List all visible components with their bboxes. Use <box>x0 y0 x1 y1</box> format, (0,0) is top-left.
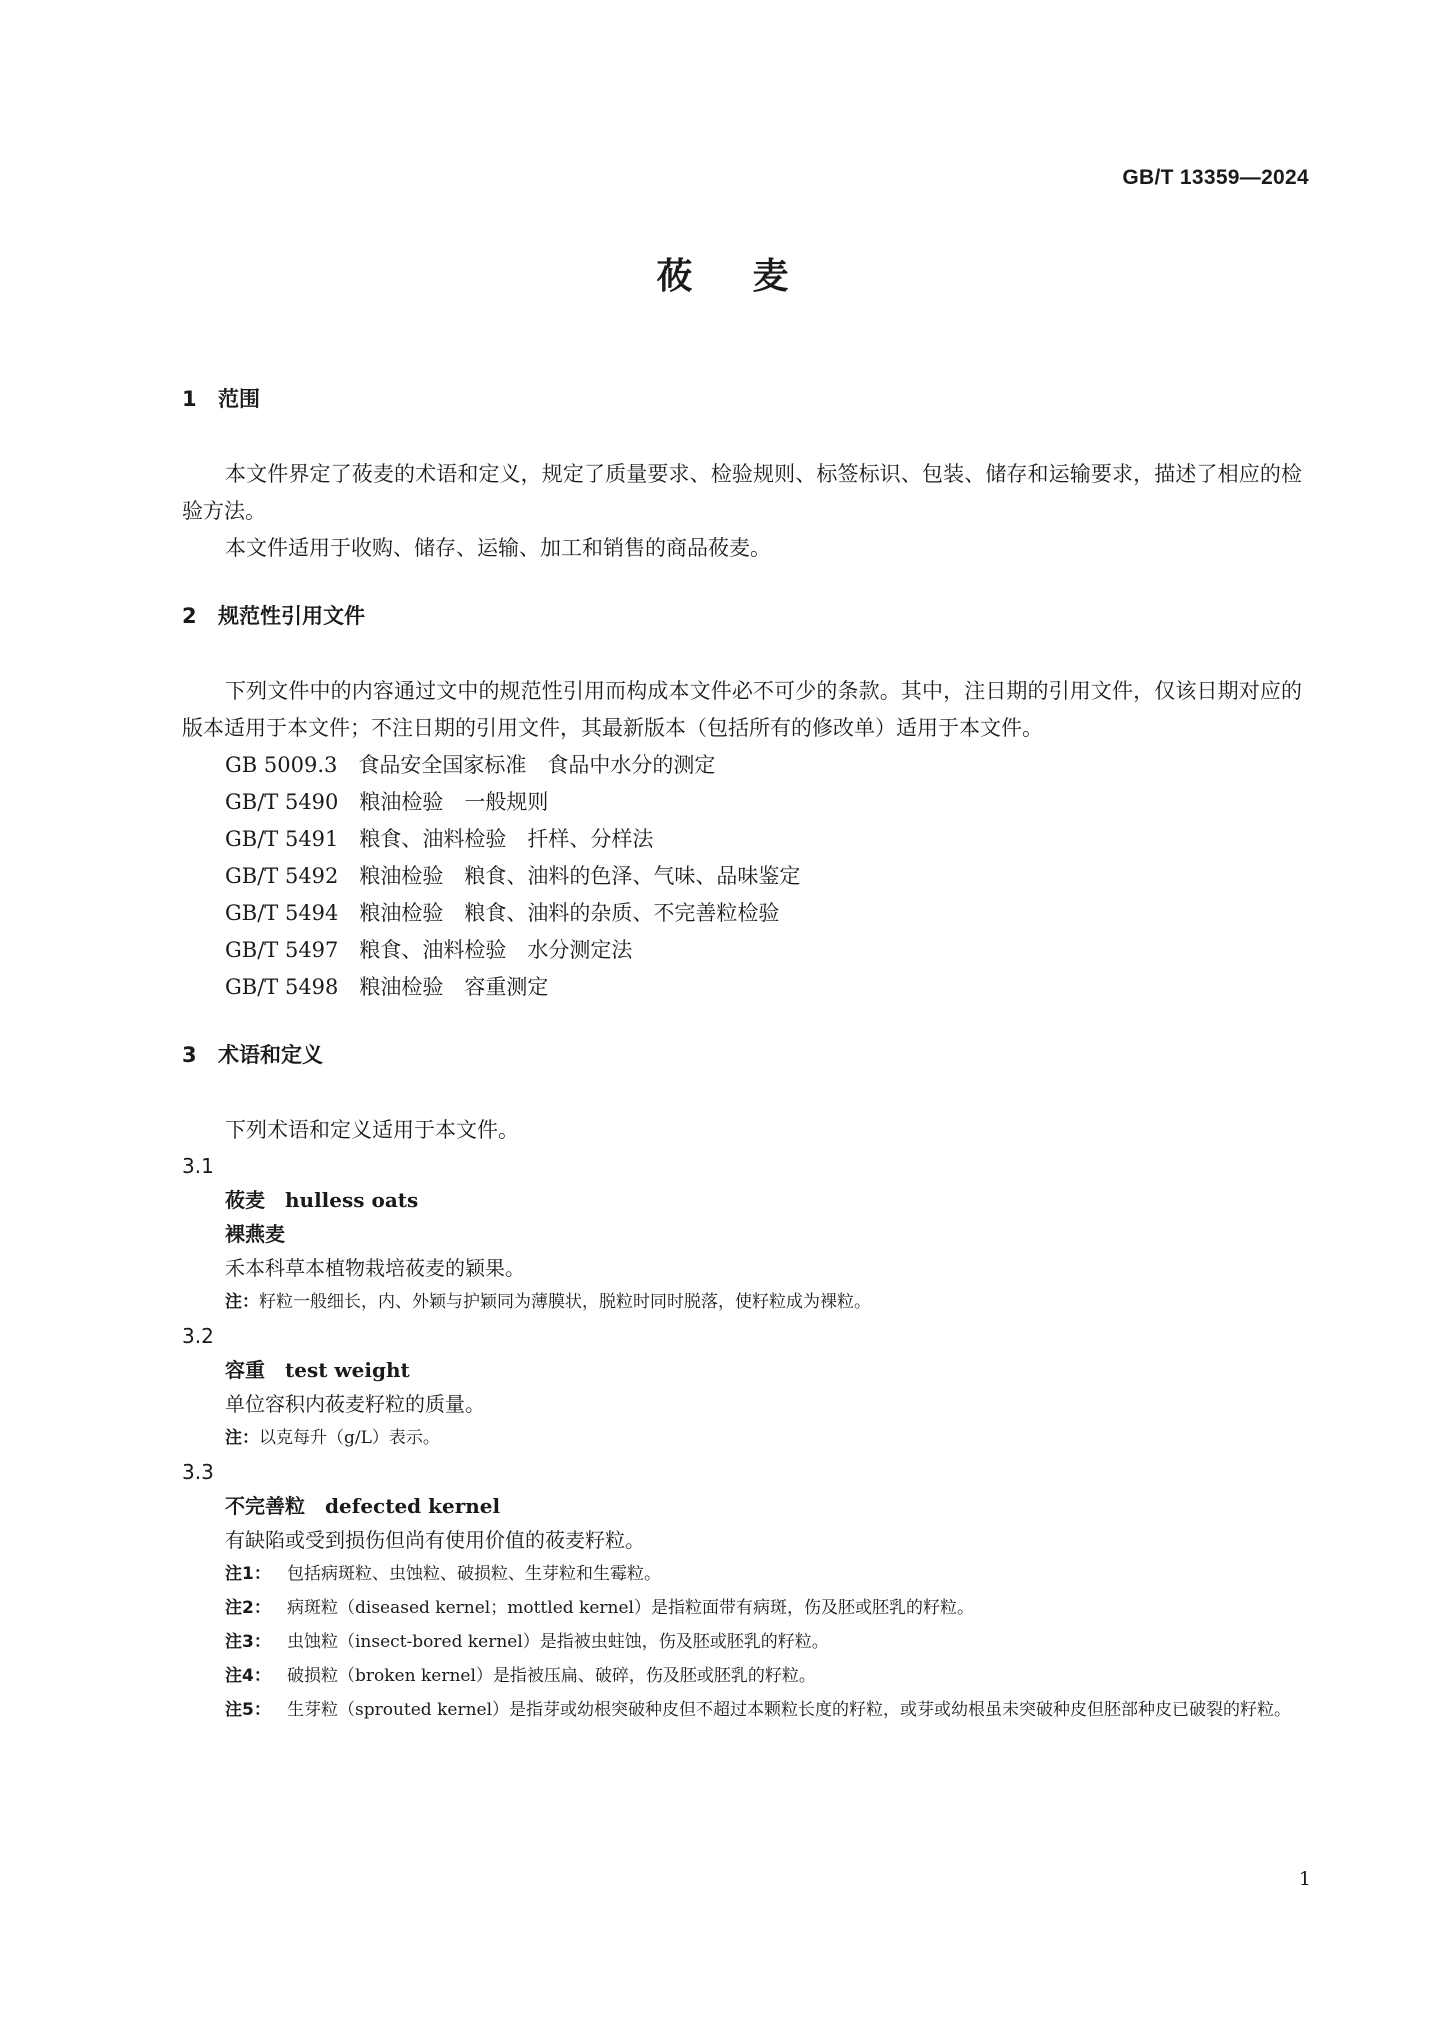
document-title: 莜麦 <box>656 256 849 297</box>
term-note <box>182 1421 1302 1455</box>
reference-item: GB/T 5492 粮油检验 粮食、油料的色泽、气味、品味鉴定 <box>225 864 801 888</box>
note-text: 虫蚀粒（insect-bored kernel）是指被虫蛀蚀，伤及胚或胚乳的籽粒。 <box>287 1632 829 1652</box>
reference-item: GB/T 5498 粮油检验 容重测定 <box>225 975 549 999</box>
document-body <box>182 384 1302 1727</box>
note-label: 注5： <box>225 1700 271 1720</box>
note-text: 病斑粒（diseased kernel；mottled kernel）是指粒面带有病斑，伤及胚或胚乳的籽粒。 <box>287 1598 974 1618</box>
note-text: 生芽粒（sprouted kernel）是指芽或幼根突破种皮但不超过本颗粒长度的籽粒，或芽或幼根虽未突破种皮但胚部种皮已破裂的籽粒。 <box>287 1700 1292 1720</box>
reference-item: GB/T 5491 粮食、油料检验 扦样、分样法 <box>225 827 654 851</box>
section-2-title: 规范性引用文件 <box>218 604 365 628</box>
note-label: 注3： <box>225 1632 271 1652</box>
term-synonym: 裸燕麦 <box>225 1222 285 1246</box>
term-name-zh: 不完善粒 <box>225 1494 305 1518</box>
term-note <box>182 1285 1302 1319</box>
term-number: 3.1 <box>182 1154 214 1178</box>
section-3-intro: 下列术语和定义适用于本文件。 <box>225 1118 519 1142</box>
term-name-en: defected kernel <box>325 1494 501 1518</box>
note-text: 以克每升（g/L）表示。 <box>259 1428 440 1448</box>
term-number: 3.3 <box>182 1460 214 1484</box>
term-name-en: hulless oats <box>285 1188 419 1212</box>
page-number: 1 <box>1298 1868 1311 1890</box>
section-1-paragraph-2: 本文件适用于收购、储存、运输、加工和销售的商品莜麦。 <box>225 536 771 560</box>
note-text: 籽粒一般细长，内、外颖与护颖同为薄膜状，脱粒时同时脱落，使籽粒成为裸粒。 <box>259 1292 871 1312</box>
term-definition: 单位容积内莜麦籽粒的质量。 <box>225 1392 485 1416</box>
term-note <box>182 1625 1302 1659</box>
note-label: 注2： <box>225 1598 271 1618</box>
term-title <box>182 1353 1302 1387</box>
note-label: 注4： <box>225 1666 271 1686</box>
reference-item: GB 5009.3 食品安全国家标准 食品中水分的测定 <box>225 753 716 777</box>
term-name-en: test weight <box>285 1358 410 1382</box>
note-label: 注： <box>225 1428 259 1448</box>
reference-item: GB/T 5490 粮油检验 一般规则 <box>225 790 549 814</box>
term-note <box>182 1659 1302 1693</box>
term-number: 3.2 <box>182 1324 214 1348</box>
reference-item: GB/T 5497 粮食、油料检验 水分测定法 <box>225 938 633 962</box>
section-1-heading <box>182 384 1302 414</box>
note-label: 注1： <box>225 1564 271 1584</box>
term-definition: 禾本科草本植物栽培莜麦的颖果。 <box>225 1256 525 1280</box>
term-note <box>182 1591 1302 1625</box>
term-name-zh: 莜麦 <box>225 1188 265 1212</box>
standard-code: GB/T 13359—2024 <box>1122 166 1309 189</box>
term-title <box>182 1183 1302 1217</box>
note-text: 包括病斑粒、虫蚀粒、破损粒、生芽粒和生霉粒。 <box>287 1564 661 1584</box>
section-1-title: 范围 <box>218 387 260 411</box>
term-name-zh: 容重 <box>225 1358 265 1382</box>
section-2-number: 2 <box>182 604 197 628</box>
section-2-intro: 下列文件中的内容通过文中的规范性引用而构成本文件必不可少的条款。其中，注日期的引用文件，仅该日期对应的版本适用于本文件；不注日期的引用文件，其最新版本（包括所有的修改单）适用于本文件。 <box>182 679 1302 740</box>
section-1-number: 1 <box>182 387 197 411</box>
note-text: 破损粒（broken kernel）是指被压扁、破碎，伤及胚或胚乳的籽粒。 <box>287 1666 816 1686</box>
section-3-title: 术语和定义 <box>218 1043 323 1067</box>
term-note <box>182 1693 1302 1727</box>
term-definition: 有缺陷或受到损伤但尚有使用价值的莜麦籽粒。 <box>225 1528 645 1552</box>
section-3-heading <box>182 1040 1302 1070</box>
term-note <box>182 1557 1302 1591</box>
section-2-heading <box>182 601 1302 631</box>
note-label: 注： <box>225 1292 259 1312</box>
reference-item: GB/T 5494 粮油检验 粮食、油料的杂质、不完善粒检验 <box>225 901 780 925</box>
term-title <box>182 1489 1302 1523</box>
section-3-number: 3 <box>182 1043 197 1067</box>
section-1-paragraph-1: 本文件界定了莜麦的术语和定义，规定了质量要求、检验规则、标签标识、包装、储存和运输要求，描述了相应的检验方法。 <box>182 462 1302 523</box>
